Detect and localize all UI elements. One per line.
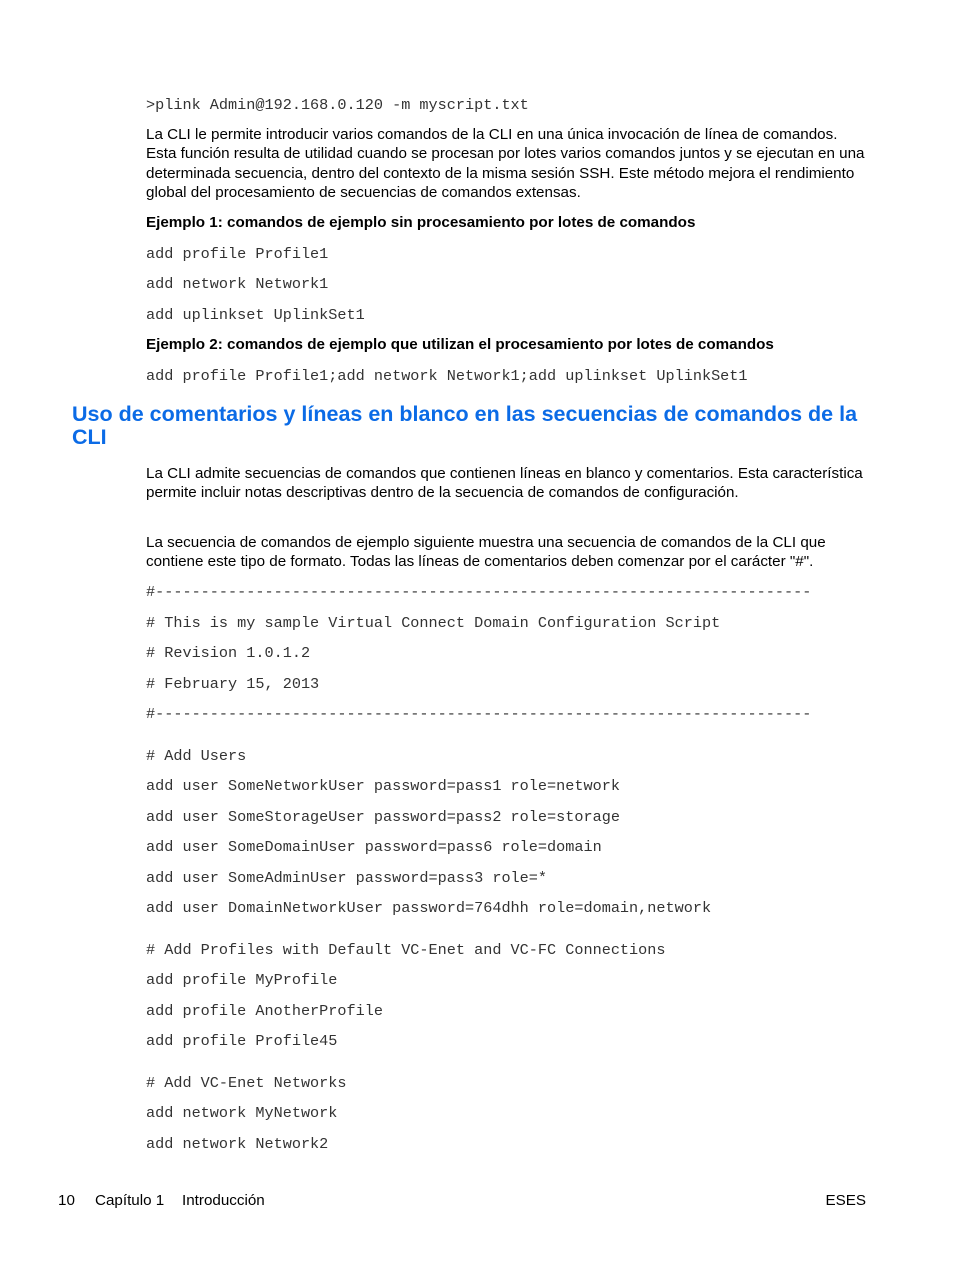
example2-line: add profile Profile1;add network Network1;add uplinkset UplinkSet1 <box>146 367 748 385</box>
script-command-line: add user DomainNetworkUser password=764dhh role=domain,network <box>146 899 712 917</box>
example1-line: add uplinkset UplinkSet1 <box>146 306 365 324</box>
section-heading: Uso de comentarios y líneas en blanco en las secuencias de comandos de la CLI <box>72 402 858 449</box>
script-command-line: add profile MyProfile <box>146 971 338 989</box>
script-command-line: add profile AnotherProfile <box>146 1002 383 1020</box>
example1-heading: Ejemplo 1: comandos de ejemplo sin procesamiento por lotes de comandos <box>146 214 696 231</box>
script-command-line: add user SomeAdminUser password=pass3 role=* <box>146 869 548 887</box>
example2-heading: Ejemplo 2: comandos de ejemplo que utilizan el procesamiento por lotes de comandos <box>146 336 774 353</box>
chapter-label: Capítulo 1 <box>95 1192 165 1209</box>
networks-comment: # Add VC-Enet Networks <box>146 1074 347 1092</box>
script-separator: #------------------------------------------------------------------------ <box>146 583 812 601</box>
script-command-line: add user SomeNetworkUser password=pass1 role=network <box>146 777 620 795</box>
example1-line: add network Network1 <box>146 275 329 293</box>
section-paragraph-1: La CLI admite secuencias de comandos que contienen líneas en blanco y comentarios. Esta característica permite incluir notas descriptivas dentro de la secuencia de comandos de configuración. <box>146 465 863 502</box>
script-comment-line: # February 15, 2013 <box>146 675 320 693</box>
script-command-line: add network MyNetwork <box>146 1104 338 1122</box>
page-number: 10 <box>58 1192 75 1209</box>
script-command-line: add network Network2 <box>146 1135 329 1153</box>
script-command-line: add profile Profile45 <box>146 1032 338 1050</box>
script-command-line: add user SomeDomainUser password=pass6 role=domain <box>146 838 602 856</box>
chapter-title: Introducción <box>182 1192 265 1209</box>
script-separator: #------------------------------------------------------------------------ <box>146 705 812 723</box>
script-comment-line: # Revision 1.0.1.2 <box>146 644 311 662</box>
example1-line: add profile Profile1 <box>146 245 329 263</box>
locale-code: ESES <box>825 1192 866 1209</box>
intro-paragraph: La CLI le permite introducir varios comandos de la CLI en una única invocación de línea de comandos. Esta función resulta de utilidad cuando se procesan por lotes varios comandos juntos y se ejecutan en una determinada secuencia, dentro del contexto de la misma sesión SSH. Este método mejora el rendimiento global del procesamiento de secuencias de comandos extensas. <box>146 126 865 202</box>
script-comment-line: # This is my sample Virtual Connect Domain Configuration Script <box>146 614 721 632</box>
script-command-line: add user SomeStorageUser password=pass2 role=storage <box>146 808 620 826</box>
section-paragraph-2: La secuencia de comandos de ejemplo siguiente muestra una secuencia de comandos de la CLI que contiene este tipo de formato. Todas las líneas de comentarios deben comenzar por el carácter "#". <box>146 534 826 571</box>
profiles-comment: # Add Profiles with Default VC-Enet and VC-FC Connections <box>146 941 666 959</box>
plink-command: >plink Admin@192.168.0.120 -m myscript.txt <box>146 96 529 114</box>
users-comment: # Add Users <box>146 747 247 765</box>
